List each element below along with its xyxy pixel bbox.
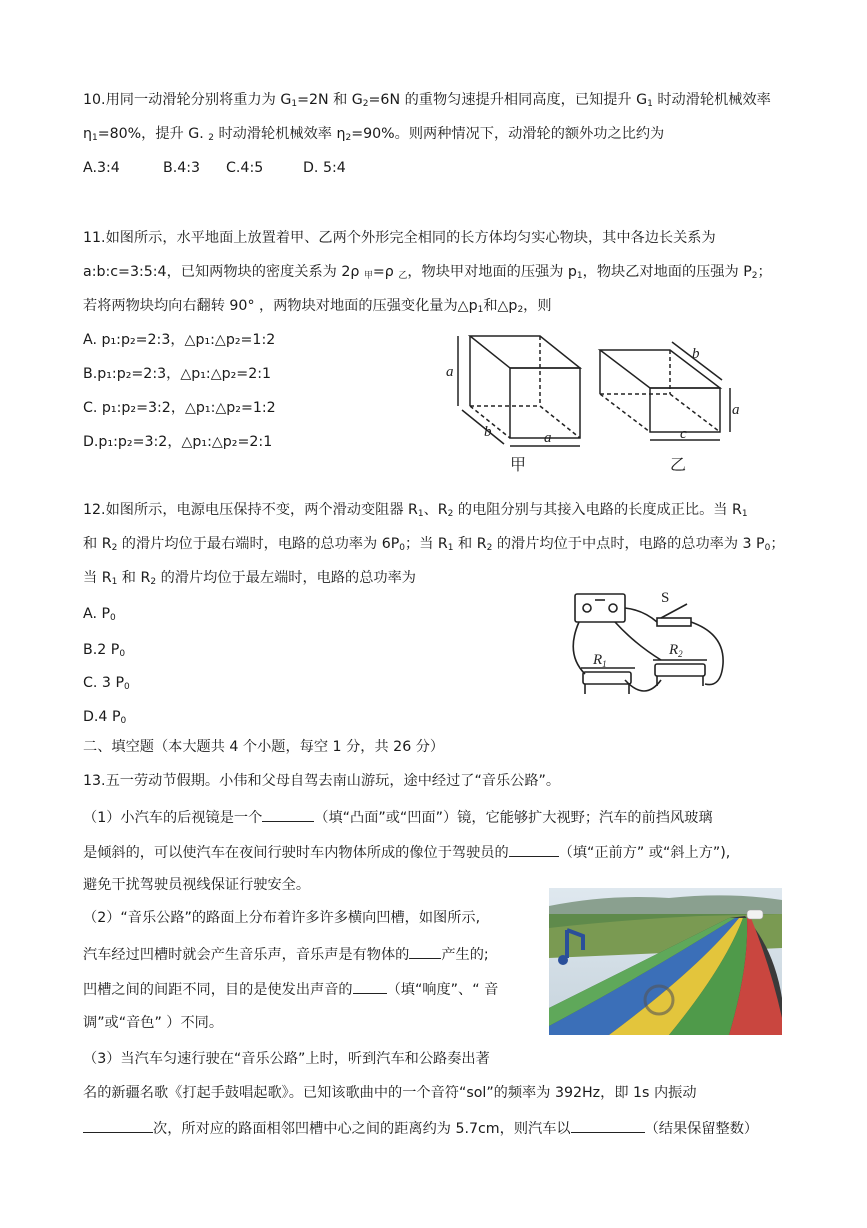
music-road-photo: [549, 888, 782, 1035]
q13-part3-line1: （3）当汽车匀速行驶在“音乐公路”上时，听到汽车和公路奏出著: [83, 1051, 490, 1067]
q10-option-c: C.4:5: [226, 160, 264, 176]
q13-line1: 13.五一劳动节假期。小伟和父母自驾去南山游玩，途中经过了“音乐公路”。: [83, 773, 561, 789]
section-2-heading: 二、填空题（本大题共 4 个小题，每空 1 分，共 26 分）: [83, 739, 445, 755]
circuit-label-s: S: [661, 590, 670, 606]
answer-blank-2[interactable]: [509, 841, 559, 857]
fig-caption-yi: 乙: [670, 455, 687, 474]
q12-circuit-figure: [565, 584, 740, 704]
q10-option-b: B.4:3: [163, 160, 201, 176]
q10-line2: $\eta_1=80\%$，提升 G. $_2$ 时动滑轮机械效率 $\eta_2=90\%$。则两种情况下，动滑轮的额外功之比约为: [83, 126, 665, 143]
answer-blank-6[interactable]: [571, 1117, 645, 1133]
q12-option-d: D.4 $P_0$: [83, 709, 127, 726]
q12-line1: 12.如图所示，电源电压保持不变，两个滑动变阻器 $R_1$、$R_2$ 的电阻分别与其接入电路的长度成正比。当 $R_1$: [83, 502, 748, 519]
q13-part3-line3: 次，所对应的路面相邻凹槽中心之间的距离约为 5.7cm，则汽车以 （结果保留整数）: [83, 1117, 758, 1139]
fig-caption-jia: 甲: [510, 455, 527, 474]
rheostat-r2: [655, 664, 705, 676]
circuit-label-r1: $R_1$: [593, 652, 607, 669]
answer-blank-4[interactable]: [353, 978, 387, 994]
box-yi-top: [600, 350, 720, 388]
q12-option-b: B.2 $P_0$: [83, 642, 126, 659]
q13-part2-line1: （2）“音乐公路”的路面上分布着许多许多横向凹槽，如图所示,: [83, 910, 481, 926]
q11-option-a: A. p₁:p₂=2:3，△p₁:△p₂=1:2: [83, 332, 276, 348]
fig-label-b1: b: [484, 424, 492, 440]
q12-line2: 和 $R_2$ 的滑片均位于最右端时，电路的总功率为 $6P_0$；当 $R_1$ 和 $R_2$ 的滑片均位于中点时，电路的总功率为 3 $P_0$；: [83, 536, 785, 553]
switch-base: [657, 618, 691, 626]
fig-label-c: c: [680, 426, 687, 442]
q13-part1-line3: 避免干扰驾驶员视线保证行驶安全。: [83, 877, 311, 893]
q13-part3-line2: 名的新疆名歌《打起手鼓唱起歌》。已知该歌曲中的一个音符“sol”的频率为 392Hz，即 1s 内振动: [83, 1085, 697, 1101]
q13-part2-line2: 汽车经过凹槽时就会产生音乐声，音乐声是有物体的 产生的;: [83, 943, 489, 965]
fig-label-a2: a: [544, 430, 552, 446]
q11-box-figure: [440, 328, 750, 478]
q12-option-c: C. 3 $P_0$: [83, 675, 130, 692]
answer-blank-1[interactable]: [262, 806, 314, 822]
q11-option-b: B.p₁:p₂=2:3，△p₁:△p₂=2:1: [83, 366, 272, 382]
box-jia-front: [510, 368, 580, 438]
q11-line3: 若将两物块均向右翻转 90° ，两物块对地面的压强变化量为$\triangle p_1$和$\triangle p_2$，则: [83, 298, 552, 315]
fig-label-a3: a: [732, 402, 740, 418]
car: [747, 910, 763, 919]
answer-blank-5[interactable]: [83, 1117, 153, 1133]
q10-option-a: A.3:4: [83, 160, 120, 176]
q13-part1-line1: （1）小汽车的后视镜是一个 （填“凸面”或“凹面”）镜，它能够扩大视野；汽车的前挡风玻璃: [83, 806, 713, 828]
fig-label-a1: a: [446, 364, 454, 380]
box-jia-top: [470, 336, 580, 368]
q11-line2: a:b:c=3:5:4，已知两物块的密度关系为 2ρ $_甲$=ρ $_乙$，物块甲对地面的压强为 $p_1$，物块乙对地面的压强为 $P_2$；: [83, 264, 772, 281]
q10-options: [83, 158, 346, 178]
switch-lever: [661, 604, 687, 618]
q13-part2-line4: 调”或“音色” ）不同。: [83, 1015, 224, 1031]
rheostat-r1: [583, 672, 631, 684]
fig-label-b2: b: [692, 346, 700, 362]
q11-option-d: D.p₁:p₂=3:2，△p₁:△p₂=2:1: [83, 434, 273, 450]
q10-option-d: D. 5:4: [303, 160, 346, 176]
q11-option-c: C. p₁:p₂=3:2，△p₁:△p₂=1:2: [83, 400, 276, 416]
q12-line3: 当 $R_1$ 和 $R_2$ 的滑片均位于最左端时，电路的总功率为: [83, 570, 416, 587]
q13-part1-line2: 是倾斜的，可以使汽车在夜间行驶时车内物体所成的像位于驾驶员的 （填“正前方” 或“斜上方”),: [83, 841, 730, 863]
q12-option-a: A. $P_0$: [83, 606, 116, 623]
q11-line1: 11.如图所示，水平地面上放置着甲、乙两个外形完全相同的长方体均匀实心物块，其中各边长关系为: [83, 230, 716, 246]
circuit-label-r2: $R_2$: [669, 642, 683, 659]
answer-blank-3[interactable]: [409, 943, 441, 959]
q10-line1: 10.用同一动滑轮分别将重力为 $G_1=2N$ 和 $G_2=6N$ 的重物匀速提升相同高度，已知提升 $G_1$ 时动滑轮机械效率: [83, 92, 771, 109]
q13-part2-line3: 凹槽之间的间距不同，目的是使发出声音的 （填“响度”、“ 音: [83, 978, 498, 1000]
